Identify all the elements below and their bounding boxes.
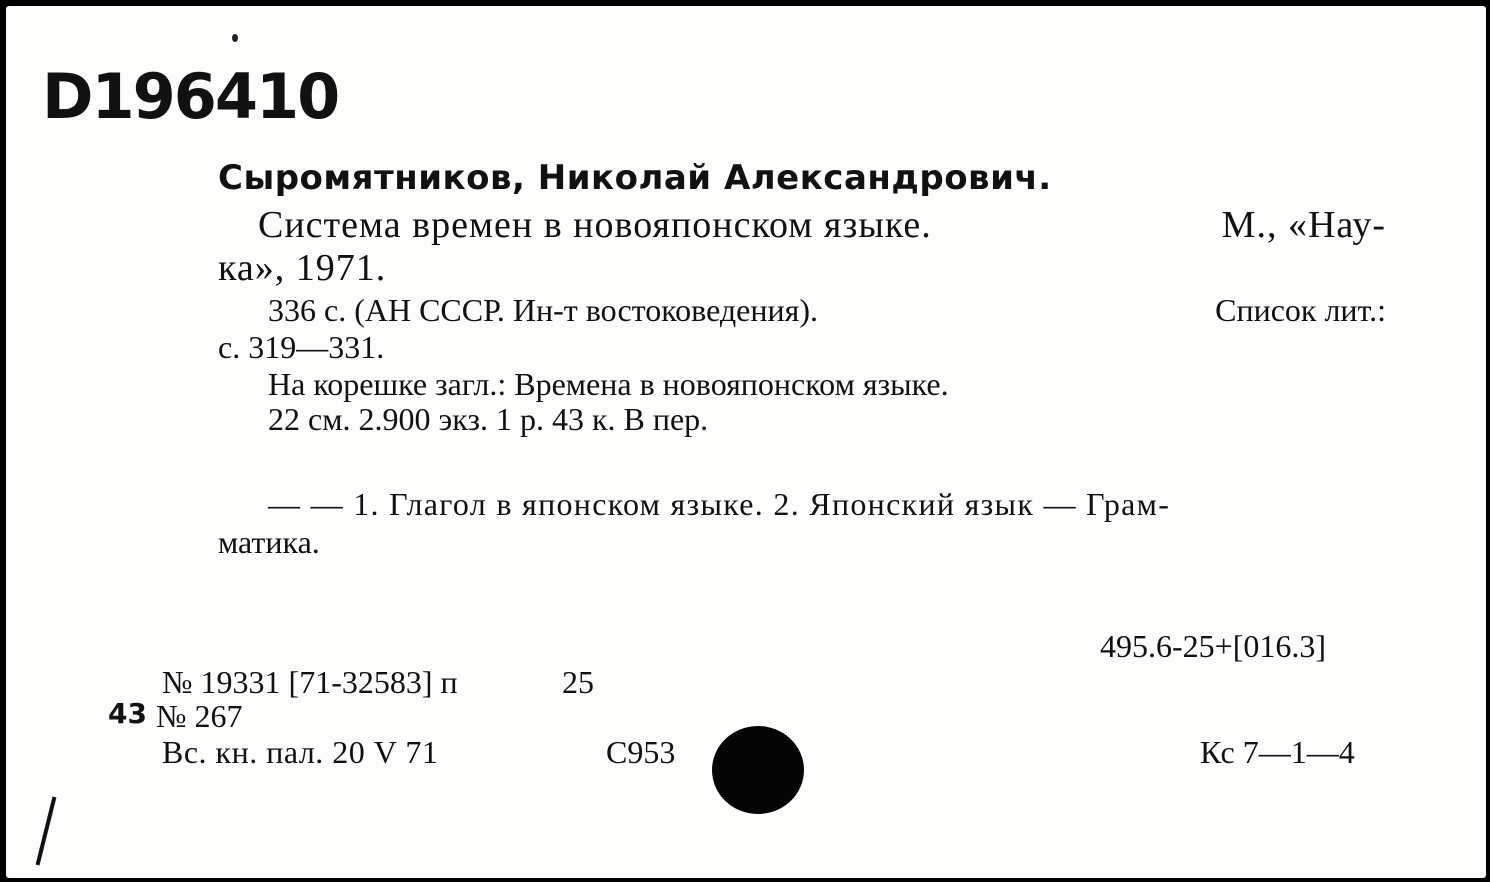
pages-continuation: с. 319—331. — [218, 329, 385, 365]
pages-line — [268, 294, 1386, 326]
ink-speck — [232, 34, 238, 42]
pen-mark — [36, 797, 57, 866]
punch-hole — [712, 726, 804, 814]
publisher-text: М., «Нау- — [1221, 204, 1386, 246]
catalog-card — [6, 6, 1486, 878]
subjects-line-2: матика. — [218, 524, 320, 560]
title-text: Система времен в новояпонском языке. — [258, 204, 932, 246]
author-heading: Сыромятников, Николай Александрович. — [218, 158, 1052, 198]
book-chamber-stamp: Вс. кн. пал. 20 V 71 — [162, 734, 439, 770]
spine-title: На корешке загл.: Времена в новояпонском языке. — [268, 366, 949, 402]
author-mark: С953 — [606, 734, 676, 770]
inventory-number: D196410 — [42, 60, 339, 133]
sequence-prefix: 43 — [108, 697, 147, 730]
order-number: № 19331 [71-32583] п — [162, 664, 458, 700]
title-line-2: ка», 1971. — [218, 247, 387, 289]
sequence-number: № 267 — [156, 698, 243, 734]
title-line-1 — [258, 206, 1386, 244]
subjects-text: — — 1. Глагол в японском языке. 2. Японский язык — Грам- — [268, 486, 1171, 522]
bibliography-text: Список лит.: — [1215, 292, 1386, 328]
subjects-line-1 — [268, 488, 1386, 520]
card-code: Кс 7—1—4 — [1200, 734, 1355, 770]
pages-text: 336 с. (АН СССР. Ин-т востоковедения). — [268, 292, 818, 328]
physical-description: 22 см. 2.900 экз. 1 р. 43 к. В пер. — [268, 401, 709, 437]
order-count: 25 — [562, 664, 594, 700]
classification-index: 495.6-25+[016.3] — [1100, 628, 1327, 664]
